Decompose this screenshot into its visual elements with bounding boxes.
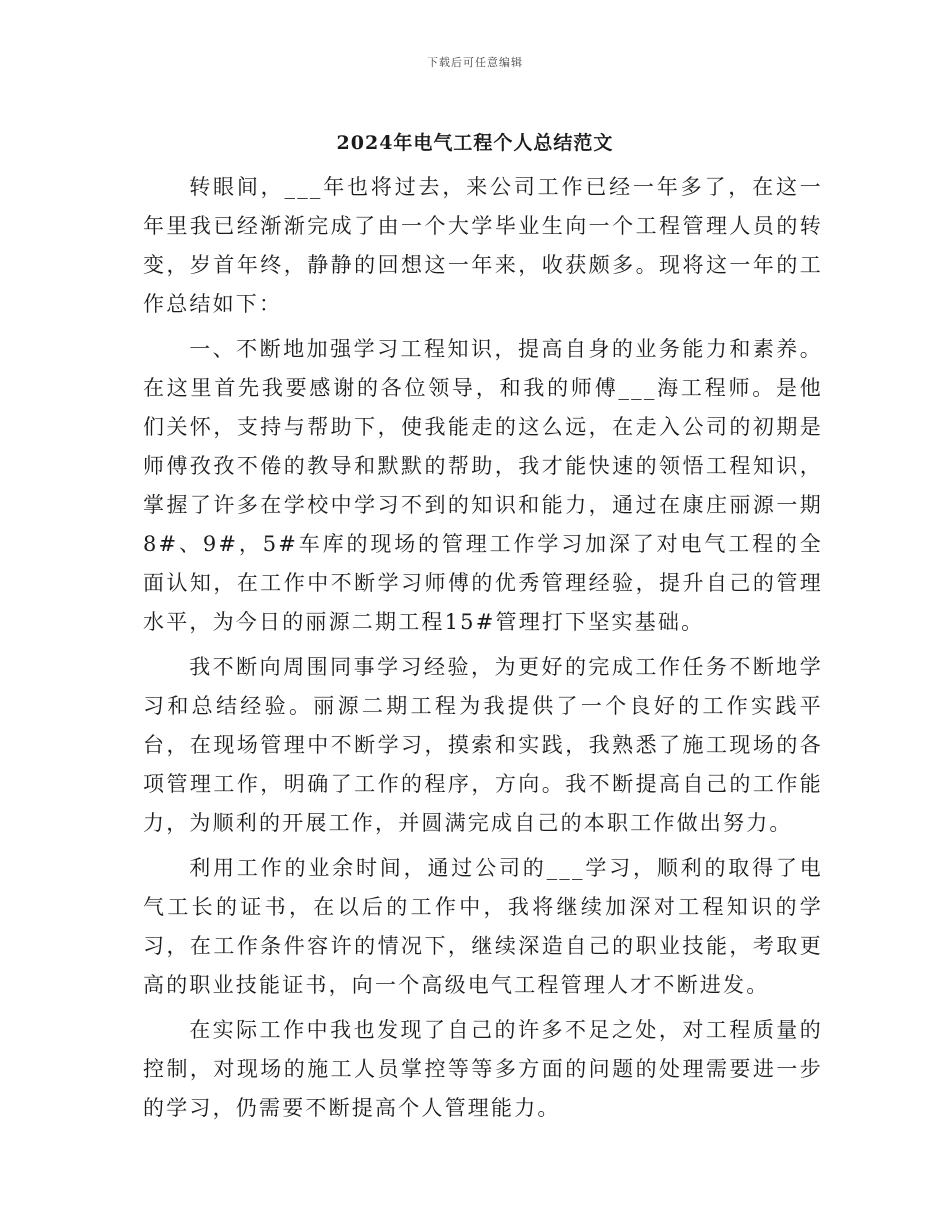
document-title: 2024年电气工程个人总结范文 (336, 132, 614, 154)
paragraph-intro: 转眼间，___年也将过去，来公司工作已经一年多了，在这一年里我已经渐渐完成了由一个大学毕业生向一个工程管理人员的转变，岁首年终，静静的回想这一年来，收获颇多。现将这一年的工作总结如下： (143, 175, 823, 316)
paragraph-colleagues: 我不断向周围同事学习经验，为更好的完成工作任务不断地学习和总结经验。丽源二期工程为我提供了一个良好的工作实践平台，在现场管理中不断学习，摸索和实践，我熟悉了施工现场的各项管理工作，明确了工作的程序，方向。我不断提高自己的工作能力，为顺利的开展工作，并圆满完成自己的本职工作做出努力。 (143, 655, 823, 835)
document-body (143, 168, 823, 1134)
paragraph-learning: 一、不断地加强学习工程知识，提高自身的业务能力和素养。在这里首先我要感谢的各位领导，和我的师傅___海工程师。是他们关怀，支持与帮助下，使我能走的这么远，在走入公司的初期是师傅孜孜不倦的教导和默默的帮助，我才能快速的领悟工程知识，掌握了许多在学校中学习不到的知识和能力，通过在康庄丽源一期8#、9#，5#车库的现场的管理工作学习加深了对电气工程的全面认知，在工作中不断学习师傅的优秀管理经验，提升自己的管理水平，为今日的丽源二期工程15#管理打下坚实基础。 (143, 337, 823, 634)
paragraph-shortcomings: 在实际工作中我也发现了自己的许多不足之处，对工程质量的控制，对现场的施工人员掌控等等多方面的问题的处理需要进一步的学习，仍需要不断提高个人管理能力。 (143, 1018, 823, 1120)
paragraph-certificate: 利用工作的业余时间，通过公司的___学习，顺利的取得了电气工长的证书，在以后的工作中，我将继续加深对工程知识的学习，在工作条件容许的情况下，继续深造自己的职业技能，考取更高的职业技能证书，向一个高级电气工程管理人才不断进发。 (143, 856, 823, 997)
header-note: 下载后可任意编辑 (427, 56, 523, 69)
